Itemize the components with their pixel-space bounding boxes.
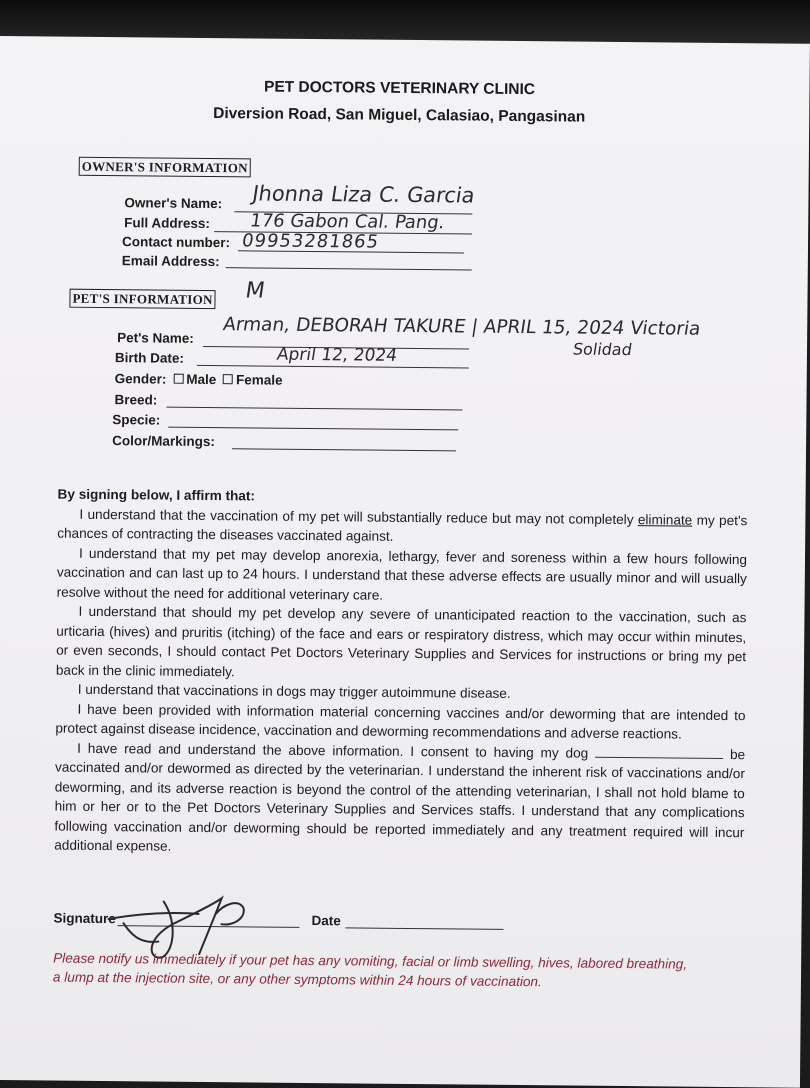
- consent-p6-b: be vaccinated and/or dewormed as directed by the veterinarian. I understand the inherent risk of vaccinations and/or deworming, and its adverse reaction is beyond the control of the attending veterinarian, I shall not hold blame to him or her or to the Pet Doctors Veterinary Supplies and Services staffs. I understand that any complications following vaccination and/or deworming should be reported immediately and any treatment required will incur additional expense.: [54, 746, 746, 854]
- specie-line[interactable]: [168, 427, 458, 431]
- date-label: Date: [311, 913, 341, 929]
- birth-date-label: Birth Date:: [114, 350, 185, 366]
- specie-label: Specie:: [112, 412, 161, 428]
- pet-name-value: Arman, DEBORAH TAKURE | APRIL 15, 2024 Victoria: [221, 314, 703, 340]
- full-address-label: Full Address:: [124, 215, 211, 232]
- breed-label: Breed:: [114, 392, 158, 408]
- consent-p1-b: my pet's chances of contracting the diseases vaccinated against.: [57, 512, 748, 544]
- consent-paragraph-4: I understand that vaccinations in dogs may trigger autoimmune disease.: [77, 681, 511, 701]
- consent-paragraph-5: I have been provided with information material concerning vaccines and/or deworming that are intended to protect against disease incidence, vaccination and deworming recommendations and adverse reactions.: [55, 701, 746, 742]
- pet-name-value-2: Solidad: [571, 339, 634, 360]
- consent-text: [54, 485, 748, 862]
- consent-paragraph-2: I understand that my pet may develop anorexia, lethargy, fever and soreness within a few hours following vaccination and can last up to 24 hours. I understand that these adverse effects are usually minor and will usually resolve without the need for additional veterinary care.: [56, 545, 748, 603]
- owner-section-heading: OWNER'S INFORMATION: [79, 157, 251, 178]
- color-markings-label: Color/Markings:: [112, 433, 215, 450]
- gender-label: Gender:: [114, 371, 167, 387]
- consent-paragraph-3: I understand that should my pet develop any severe of unanticipated reaction to the vaccination, such as urticaria (hives) and pruritis (itching) of the face and ears or respiratory distress, which may occur within minutes, or even seconds, I should contact Pet Doctors Veterinary Supplies and Services for instructions or bring my pet back in the clinic immediately.: [55, 603, 747, 679]
- gender-female-checkbox[interactable]: [223, 374, 233, 384]
- pet-name-label: Pet's Name:: [117, 330, 194, 346]
- form-sheet: [0, 36, 810, 1088]
- consent-p6-a: I have read and understand the above information. I consent to having my dog: [77, 740, 596, 761]
- consent-p1-a: I understand that the vaccination of my pet will substantially reduce but may not completely: [79, 506, 634, 527]
- signature-label: Signature: [53, 910, 116, 927]
- heading-mark: M: [243, 278, 267, 304]
- consent-p1-underline: eliminate: [637, 511, 693, 528]
- consent-paragraph-6: [54, 738, 745, 862]
- gender-male-checkbox[interactable]: [173, 374, 183, 384]
- gender-row: [115, 371, 283, 388]
- gender-female-label: Female: [235, 372, 283, 388]
- owner-name-value: Jhonna Liza C. Garcia: [250, 181, 477, 208]
- dog-name-blank[interactable]: [595, 744, 723, 758]
- clinic-name: PET DOCTORS VETERINARY CLINIC: [263, 78, 536, 99]
- date-line[interactable]: [345, 927, 503, 930]
- owner-name-label: Owner's Name:: [124, 195, 223, 212]
- breed-line[interactable]: [166, 407, 462, 411]
- contact-value: 09953281865: [240, 230, 381, 253]
- color-markings-line[interactable]: [232, 448, 456, 451]
- pet-section-heading: PET'S INFORMATION: [69, 289, 215, 309]
- full-address-value: 176 Gabon Cal. Pang.: [248, 210, 447, 234]
- post-vaccination-notice: Please notify us immediately if your pet has any vomiting, facial or limb swelling, hives, labored breathing, a lump at the injection site, or any other symptoms within 24 hours of vaccination.: [52, 950, 688, 990]
- contact-label: Contact number:: [121, 234, 231, 251]
- birth-date-line[interactable]: [197, 365, 469, 369]
- consent-lead: By signing below, I affirm that:: [57, 486, 256, 504]
- email-label: Email Address:: [121, 253, 220, 270]
- consent-paragraph-1: [57, 504, 747, 550]
- gender-male-label: Male: [186, 371, 217, 388]
- clinic-address: Diversion Road, San Miguel, Calasiao, Pangasinan: [213, 105, 586, 126]
- email-line[interactable]: [226, 267, 472, 270]
- birth-date-value: April 12, 2024: [275, 344, 399, 366]
